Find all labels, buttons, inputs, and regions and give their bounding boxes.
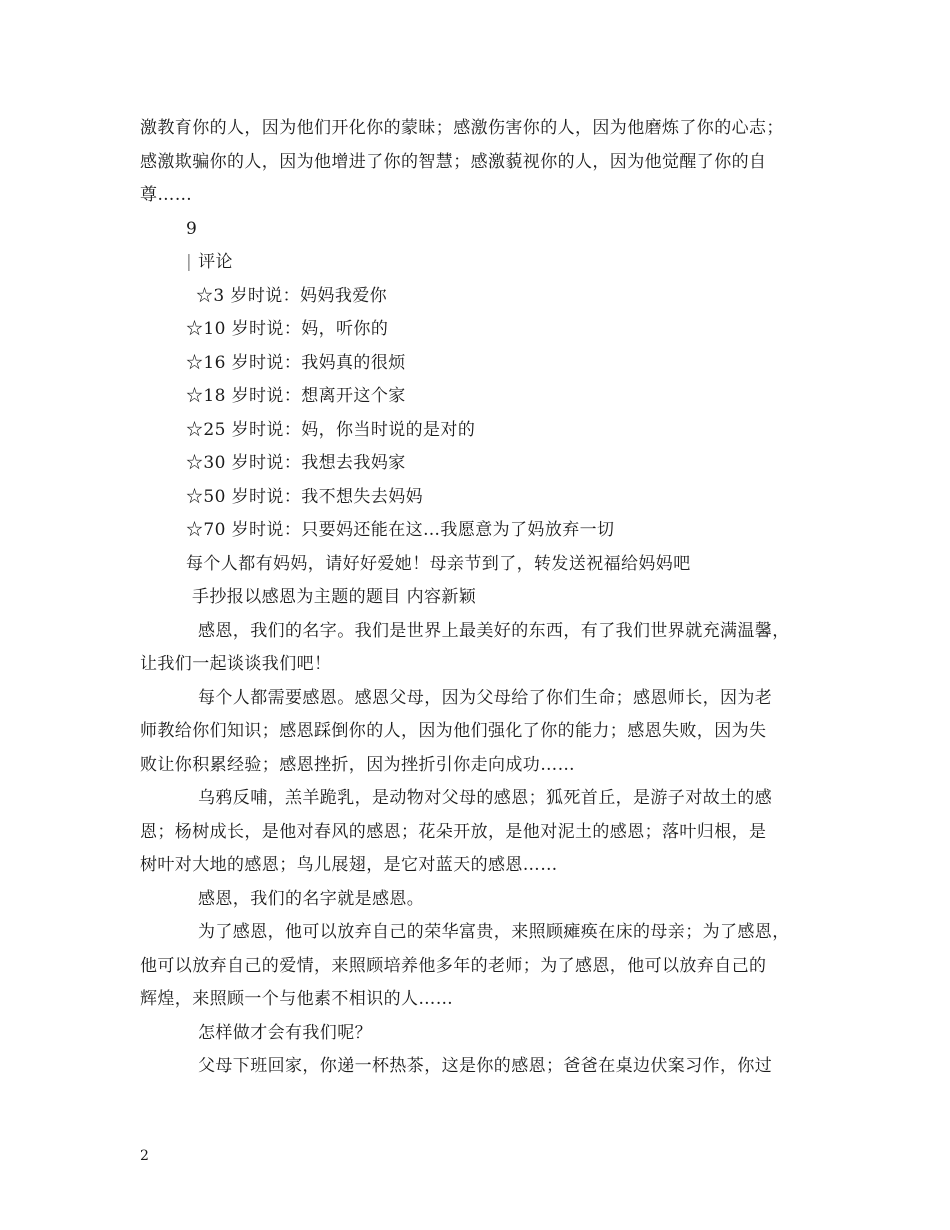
text-line: 败让你积累经验；感恩挫折，因为挫折引你走向成功…… [140, 754, 575, 775]
text-line: 为了感恩，他可以放弃自己的荣华富贵，来照顾瘫痪在床的母亲；为了感恩， [198, 922, 790, 942]
text-line: 感激欺骗你的人，因为他增进了你的智慧；感激藐视你的人，因为他觉醒了你的自 [140, 151, 767, 172]
text-line: 感恩，我们的名字。我们是世界上最美好的东西，有了我们世界就充满温馨， [198, 620, 790, 641]
age-line: ☆10 岁时说：妈，听你的 [186, 319, 389, 339]
text-line: 树叶对大地的感恩；鸟儿展翅，是它对蓝天的感恩…… [140, 855, 558, 875]
text-line: 他可以放弃自己的爱情，来照顾培养他多年的老师；为了感恩，他可以放弃自己的 [140, 955, 767, 976]
age-line: ☆3 岁时说：妈妈我爱你 [196, 285, 388, 306]
text-line: 父母下班回家，你递一杯热茶，这是你的感恩；爸爸在桌边伏案习作，你过 [198, 1056, 773, 1076]
text-line: 师教给你们知识；感恩踩倒你的人，因为他们强化了你的能力；感恩失败，因为失 [140, 721, 767, 741]
age-line: ☆50 岁时说：我不想失去妈妈 [186, 486, 424, 507]
document-body [140, 112, 820, 1084]
text-line: 感恩，我们的名字就是感恩。 [198, 888, 425, 909]
divider-bar: | [186, 252, 193, 272]
page-number: 2 [140, 1148, 149, 1164]
text-line: 乌鸦反哺，羔羊跪乳，是动物对父母的感恩；狐死首丘，是游子对故土的感 [198, 788, 773, 808]
text-line: 让我们一起谈谈我们吧！ [140, 654, 332, 674]
text-line: 每个人都需要感恩。感恩父母，因为父母给了你们生命；感恩师长，因为老 [198, 687, 773, 708]
text-line: 激教育你的人，因为他们开化你的蒙昧；感激伤害你的人，因为他磨炼了你的心志； [140, 118, 784, 138]
text-line: 每个人都有妈妈，请好好爱她！母亲节到了，转发送祝福给妈妈吧 [186, 553, 691, 574]
age-line: ☆25 岁时说：妈，你当时说的是对的 [186, 419, 476, 440]
text-line: 辉煌，来照顾一个与他素不相识的人…… [140, 989, 454, 1009]
text-line: 恩；杨树成长，是他对春风的感恩；花朵开放，是他对泥土的感恩；落叶归根，是 [140, 821, 767, 842]
text-line: 尊…… [140, 185, 193, 205]
comment-line [140, 246, 820, 280]
age-line: ☆70 岁时说：只要妈还能在这…我愿意为了妈放弃一切 [186, 520, 615, 540]
number-line: 9 [186, 218, 198, 239]
text-line: 怎样做才会有我们呢？ [198, 1022, 372, 1043]
age-line: ☆16 岁时说：我妈真的很烦 [186, 352, 406, 373]
age-line: ☆30 岁时说：我想去我妈家 [186, 453, 406, 473]
age-line: ☆18 岁时说：想离开这个家 [186, 386, 406, 406]
section-title: 手抄报以感恩为主题的题目 内容新颖 [192, 587, 477, 607]
comment-label: 评论 [198, 252, 233, 272]
